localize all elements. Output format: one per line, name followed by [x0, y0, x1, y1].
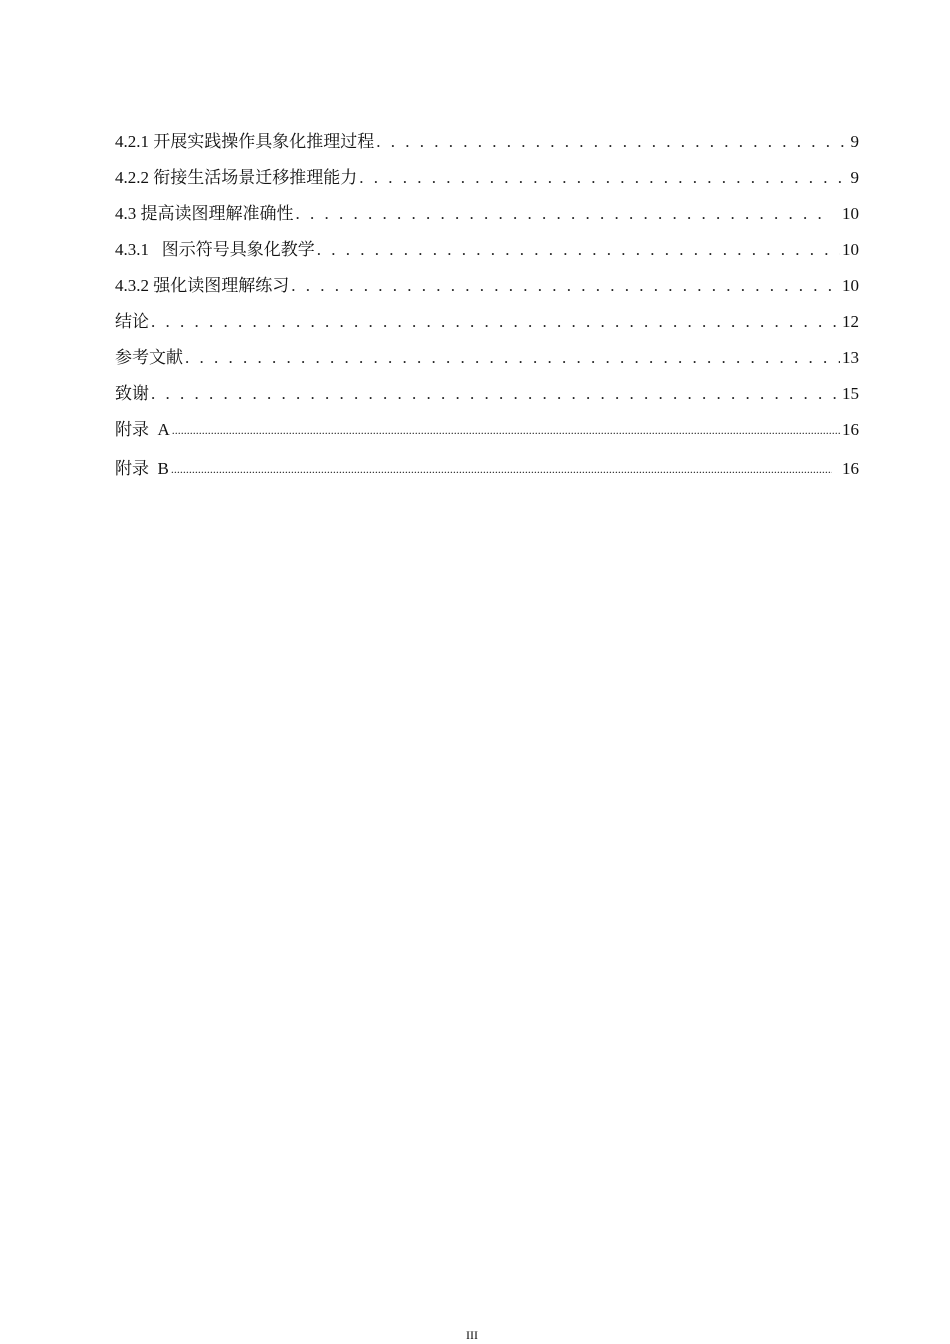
- toc-entry-label: 4.3.2 强化读图理解练习: [115, 276, 290, 295]
- toc-dot-leader: [359, 166, 847, 190]
- toc-entry-page: 12: [842, 312, 859, 331]
- toc-entry-page: 13: [842, 348, 859, 367]
- toc-entry-label: 参考文献: [115, 348, 183, 367]
- toc-entry-page: 10: [842, 204, 859, 223]
- toc-entry-page: 9: [850, 132, 859, 151]
- toc-dot-leader: [172, 420, 840, 440]
- toc-dot-leader: [291, 274, 840, 298]
- toc-entry-label: 结论: [115, 312, 149, 331]
- table-of-contents: [115, 118, 859, 481]
- toc-entry-page: 16: [842, 459, 859, 478]
- toc-dot-leader: [317, 238, 840, 262]
- toc-entry-label: 4.2.1 开展实践操作具象化推理过程: [115, 132, 375, 151]
- toc-dot-leader: [296, 202, 829, 226]
- toc-entry-label: 附录 B: [115, 459, 169, 478]
- toc-entry[interactable]: [115, 298, 859, 334]
- toc-entry[interactable]: [115, 262, 859, 298]
- toc-entry-page: 16: [842, 420, 859, 439]
- page-number: III: [466, 1328, 478, 1342]
- toc-entry-label: 致谢: [115, 384, 149, 403]
- toc-dot-leader: [151, 382, 840, 406]
- toc-entry[interactable]: [115, 154, 859, 190]
- toc-entry-page: 15: [842, 384, 859, 403]
- toc-entry-page: 9: [850, 168, 859, 187]
- toc-entry-page: 10: [842, 276, 859, 295]
- toc-dot-leader: [376, 130, 847, 154]
- toc-entry[interactable]: [115, 442, 859, 481]
- toc-dot-leader: [185, 346, 840, 370]
- toc-dot-leader: [151, 310, 840, 334]
- toc-entry[interactable]: [115, 226, 859, 262]
- toc-entry[interactable]: [115, 370, 859, 406]
- toc-entry-label: 4.2.2 衔接生活场景迁移推理能力: [115, 168, 358, 187]
- toc-entry[interactable]: [115, 190, 859, 226]
- toc-entry-page: 10: [842, 240, 859, 259]
- toc-dot-leader: [171, 459, 832, 479]
- toc-entry-label: 4.3.1 图示符号具象化教学: [115, 240, 315, 259]
- toc-entry-label: 附录 A: [115, 420, 170, 439]
- toc-entry[interactable]: [115, 118, 859, 154]
- toc-entry[interactable]: [115, 406, 859, 442]
- toc-entry[interactable]: [115, 334, 859, 370]
- toc-entry-label: 4.3 提高读图理解准确性: [115, 204, 294, 223]
